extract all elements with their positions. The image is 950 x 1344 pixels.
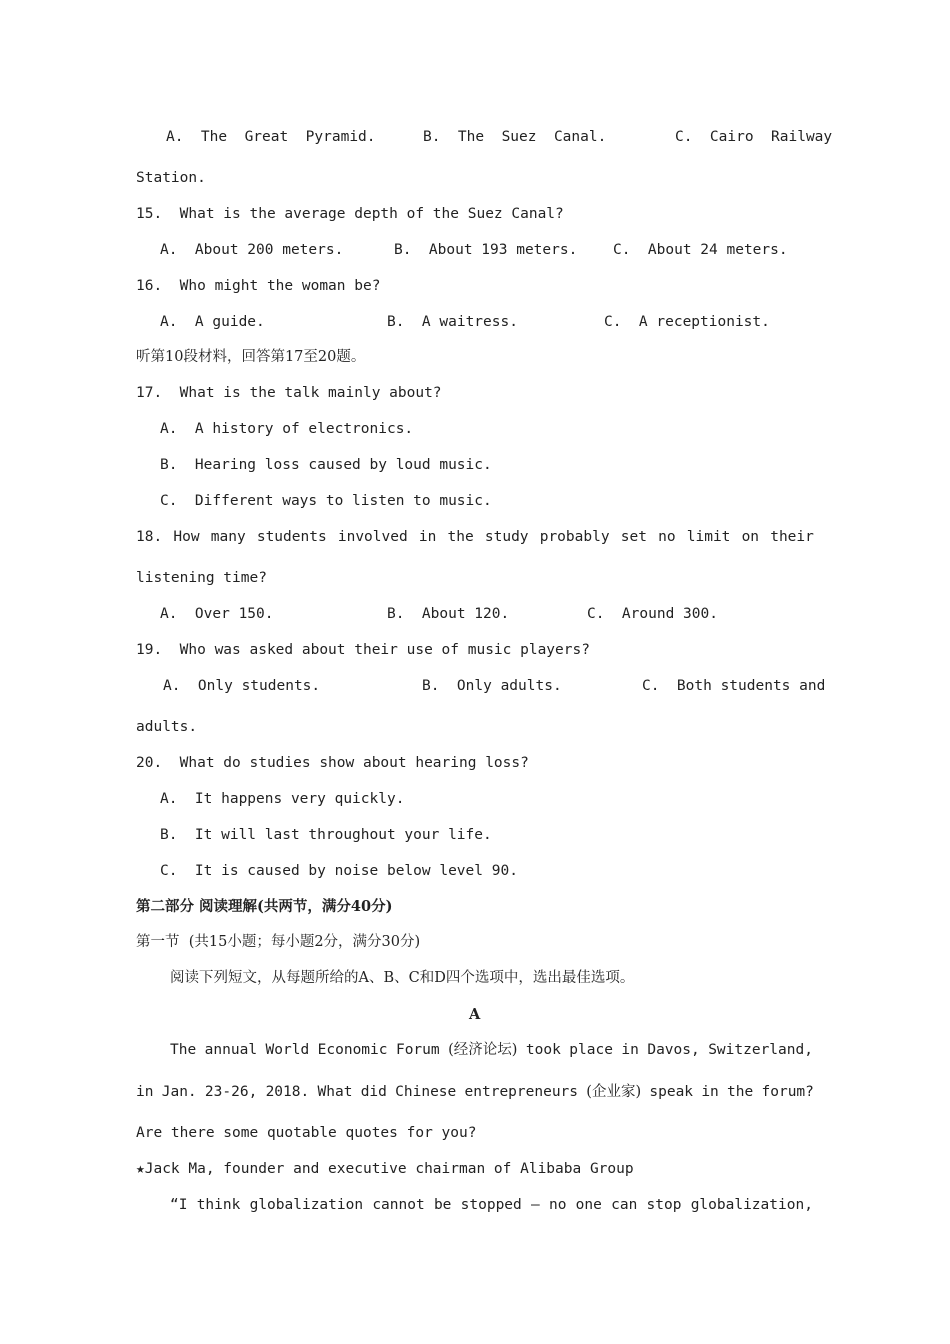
q14-option-c: C. Cairo Railway [675, 129, 833, 145]
q18-word: students [256, 529, 327, 545]
q19-option-c-cont: adults. [136, 719, 198, 735]
passage-word: Chinese [395, 1084, 457, 1100]
q17-option-b: B. Hearing loss caused by loud music. [160, 457, 492, 473]
q20-option-b: B. It will last throughout your life. [160, 827, 492, 843]
q18-word: many [210, 529, 246, 545]
reading-instruction: 阅读下列短文，从每题所给的A、B、C和D四个选项中，选出最佳选项。 [170, 970, 635, 986]
q20-stem: 20. What do studies show about hearing loss? [136, 755, 529, 771]
passage-word: did [360, 1084, 387, 1100]
quote-word: no [548, 1197, 567, 1213]
q19-option-b: B. Only adults. [422, 678, 562, 694]
passage-label: A [469, 1006, 481, 1023]
passage-word: place [569, 1042, 613, 1058]
q20-option-a: A. It happens very quickly. [160, 791, 405, 807]
passage-word: 23-26, [204, 1084, 258, 1100]
q18-stem [136, 527, 814, 547]
q15-option-a: A. About 200 meters. [160, 242, 344, 258]
q18-word: limit [686, 529, 731, 545]
passage-word: (企业家) [586, 1084, 642, 1100]
q18-stem-cont: listening time? [136, 570, 267, 586]
passage-word: forum? [761, 1084, 814, 1100]
q14-option-a: A. The Great Pyramid. [166, 129, 376, 145]
passage-word: the [727, 1084, 754, 1100]
passage-word: in [701, 1084, 719, 1100]
quote-word: be [433, 1197, 452, 1213]
passage-word: Jan. [161, 1084, 197, 1100]
speaker-jack-ma: ★Jack Ma, founder and executive chairman of Alibaba Group [136, 1161, 634, 1177]
passage-word: Economic [317, 1042, 388, 1058]
passage-word: The [170, 1042, 197, 1058]
q18-word: no [658, 529, 676, 545]
section-10-instruction: 听第10段材料，回答第17至20题。 [136, 349, 366, 365]
q18-word: the [447, 529, 474, 545]
q18-word: involved [337, 529, 408, 545]
q15-option-b: B. About 193 meters. [394, 242, 578, 258]
q19-stem: 19. Who was asked about their use of music players? [136, 642, 590, 658]
q16-option-c: C. A receptionist. [604, 314, 770, 330]
quote-line [170, 1195, 813, 1215]
q18-word: in [418, 529, 437, 545]
q18-option-a: A. Over 150. [160, 606, 274, 622]
q18-word: their [770, 529, 814, 545]
q18-option-c: C. Around 300. [587, 606, 718, 622]
quote-word: one [575, 1197, 602, 1213]
q17-option-a: A. A history of electronics. [160, 421, 414, 437]
quote-word: cannot [372, 1197, 425, 1213]
q18-word: on [741, 529, 760, 545]
section-1-heading: 第一节 (共15小题；每小题2分，满分30分) [136, 934, 421, 950]
q17-option-c: C. Different ways to listen to music. [160, 493, 492, 509]
q15-stem: 15. What is the average depth of the Suez Canal? [136, 206, 564, 222]
q18-word: set [620, 529, 647, 545]
q18-word: 18. [136, 529, 163, 545]
q20-option-c: C. It is caused by noise below level 90. [160, 863, 518, 879]
passage-word: Switzerland, [708, 1042, 813, 1058]
q15-option-c: C. About 24 meters. [613, 242, 788, 258]
part-2-heading: 第二部分 阅读理解(共两节，满分40分) [136, 898, 393, 915]
quote-word: globalization, [690, 1197, 813, 1213]
q19-option-c: C. Both students and [642, 678, 826, 694]
passage-word: (经济论坛) [448, 1042, 518, 1058]
quote-word: globalization [249, 1197, 364, 1213]
q18-word: probably [539, 529, 610, 545]
q16-option-a: A. A guide. [160, 314, 265, 330]
q19-option-a: A. Only students. [163, 678, 321, 694]
q16-stem: 16. Who might the woman be? [136, 278, 381, 294]
q18-word: study [484, 529, 529, 545]
quote-word: can [611, 1197, 638, 1213]
passage-word: annual [204, 1042, 258, 1058]
q14-option-c-cont: Station. [136, 170, 206, 186]
q17-stem: 17. What is the talk mainly about? [136, 385, 442, 401]
passage-line-1 [170, 1040, 813, 1060]
passage-word: entrepreneurs [464, 1084, 579, 1100]
quote-word: “I [170, 1197, 188, 1213]
quote-word: stop [646, 1197, 682, 1213]
quote-word: — [531, 1197, 540, 1213]
passage-word: in [621, 1042, 639, 1058]
passage-line-3: Are there some quotable quotes for you? [136, 1125, 477, 1141]
passage-line-2 [136, 1082, 814, 1102]
q14-option-b: B. The Suez Canal. [423, 129, 607, 145]
passage-word: Davos, [647, 1042, 700, 1058]
passage-word: 2018. [265, 1084, 310, 1100]
passage-word: Forum [395, 1042, 440, 1058]
passage-word: What [317, 1084, 353, 1100]
passage-word: World [265, 1042, 310, 1058]
passage-word: took [525, 1042, 561, 1058]
passage-word: in [136, 1084, 154, 1100]
passage-word: speak [649, 1084, 694, 1100]
quote-word: think [196, 1197, 241, 1213]
q18-word: How [173, 529, 200, 545]
quote-word: stopped [460, 1197, 522, 1213]
q18-option-b: B. About 120. [387, 606, 510, 622]
q16-option-b: B. A waitress. [387, 314, 518, 330]
